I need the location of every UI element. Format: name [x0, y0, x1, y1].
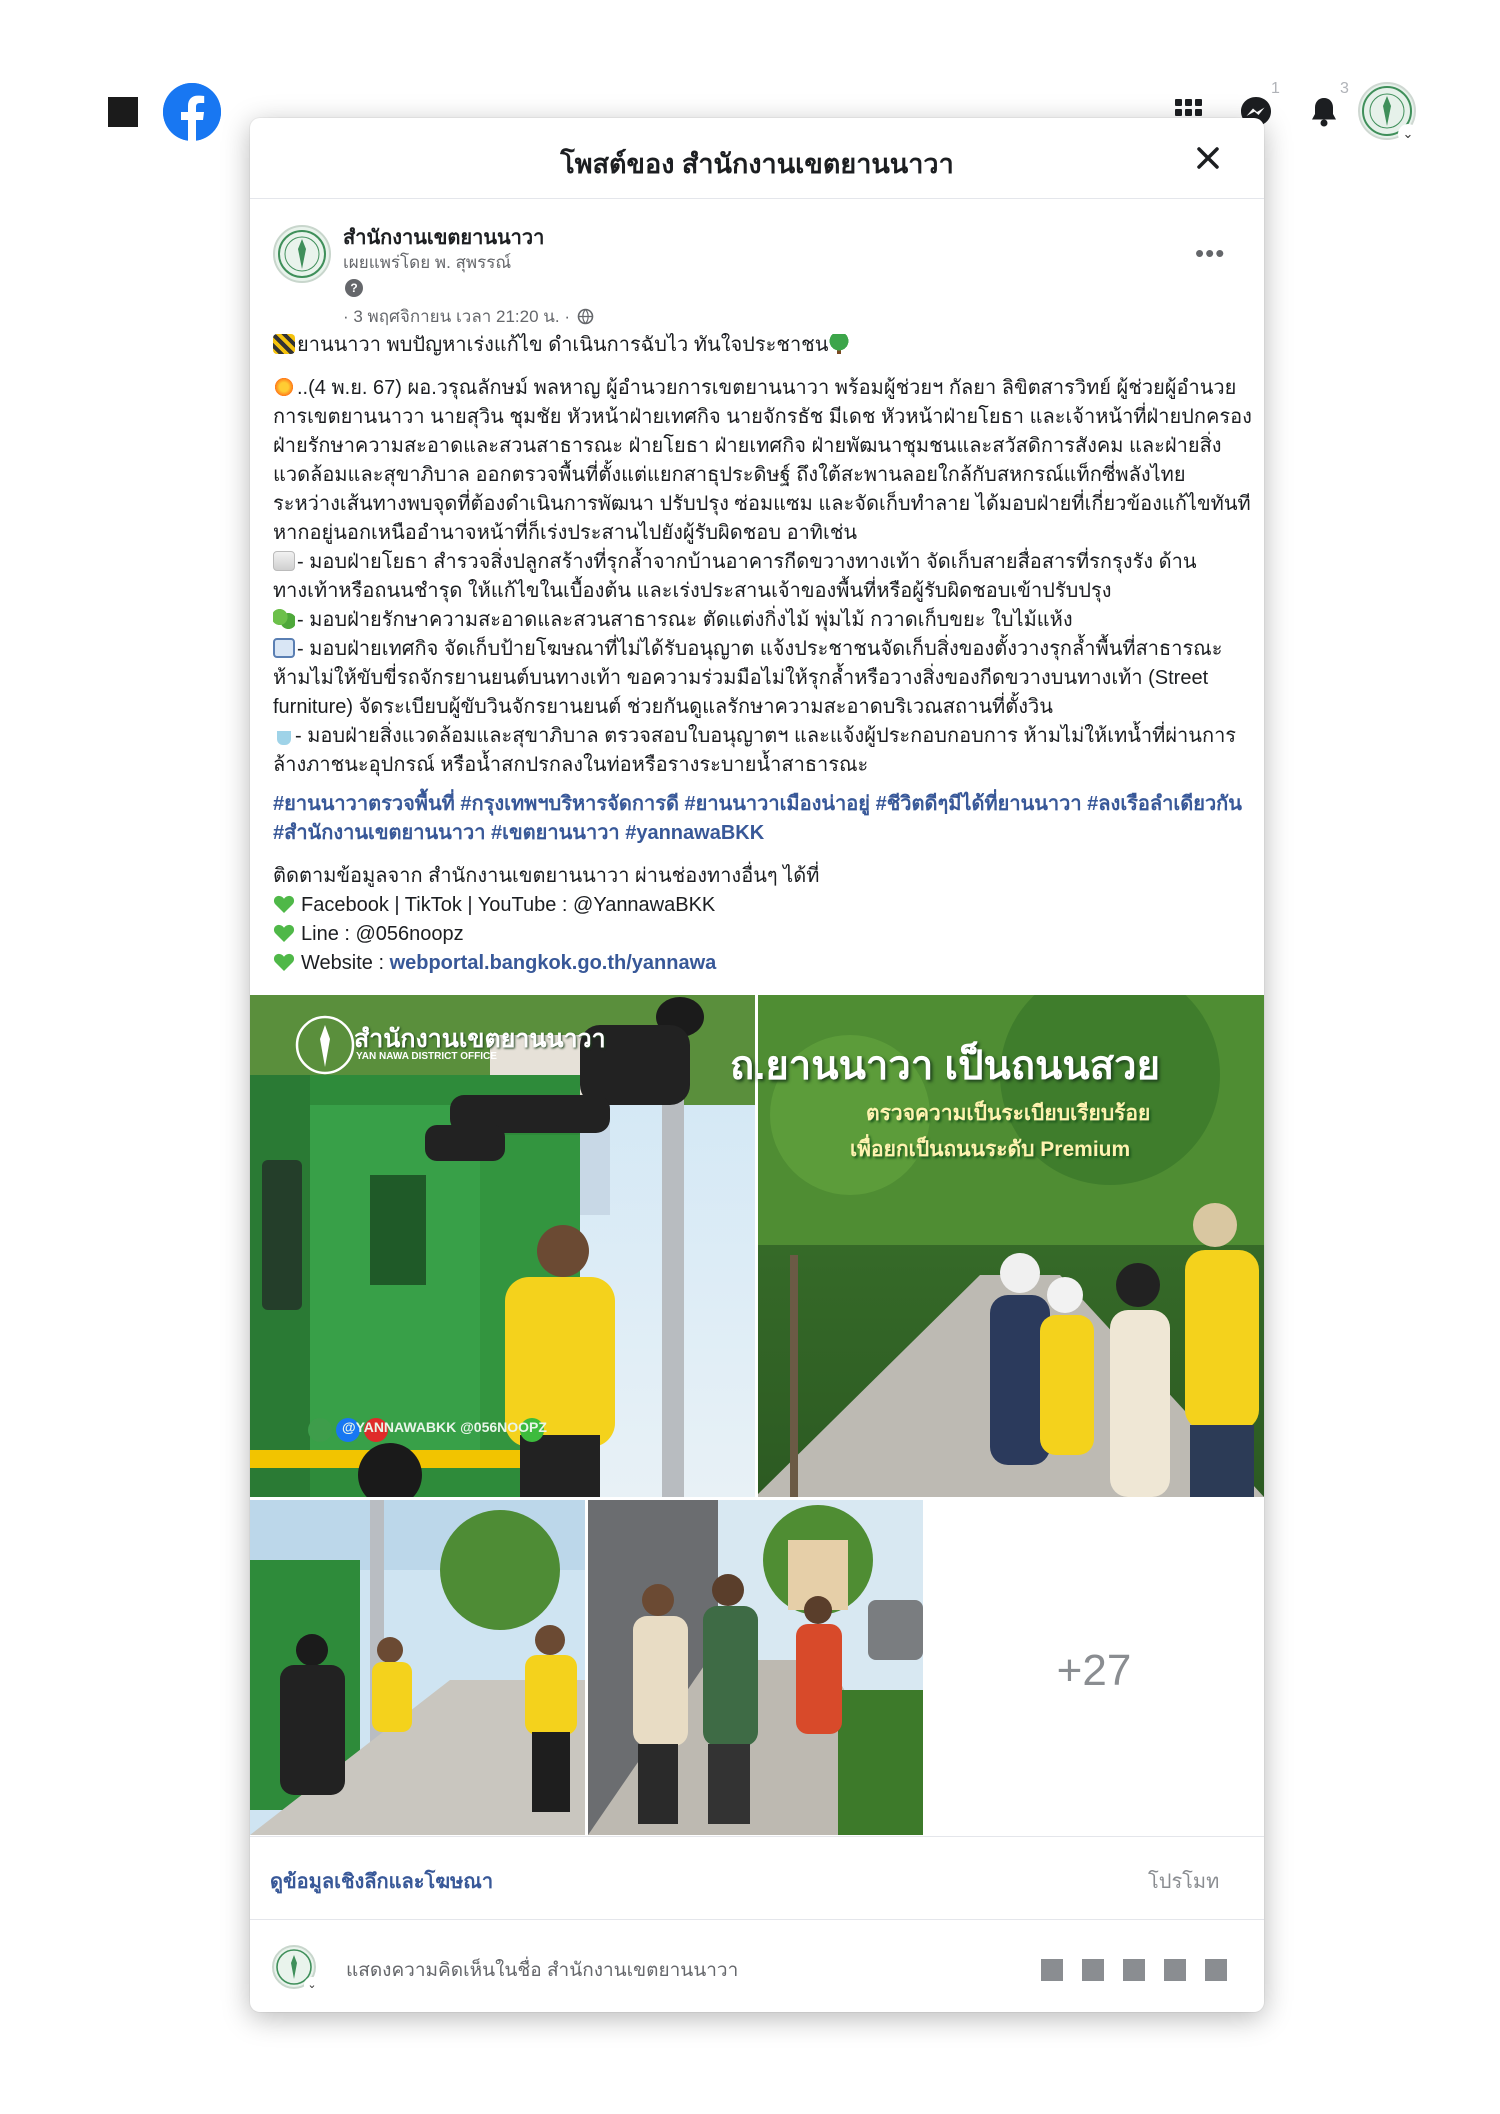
envelope-emoji-icon [273, 551, 295, 571]
post-dialog [250, 118, 1264, 2012]
comment-tool-icon[interactable] [1041, 1959, 1063, 1981]
green-heart-icon [273, 894, 295, 914]
post-paragraph: - มอบฝ่ายโยธา สำรวจสิ่งปลูกสร้างที่รุกล้ำจากบ้านอาคารกีดขวางทางเท้า จัดเก็บสายสื่อสารที่รกรุงรัง ด้านทางเท้าหรือถนนชำรุด ให้แก้ไขในเบื้องต้น และเร่งประสานเจ้าของพื้นที่หรือผู้รับผิดชอบเข้าปรับปรุง [273, 551, 1197, 602]
green-heart-icon [273, 952, 295, 972]
more-options-icon[interactable]: ••• [1195, 238, 1226, 268]
messenger-badge: 1 [1271, 80, 1280, 97]
menu-square-icon[interactable] [108, 97, 138, 127]
follow-intro: ติดตามข้อมูลจาก สำนักงานเขตยานนาวา ผ่านช่องทางอื่นๆ ได้ที่ [273, 865, 820, 887]
green-heart-icon [273, 923, 295, 943]
follow-line-line: Line : @056noopz [273, 920, 1253, 949]
photo-overlay-subtitle-1: ตรวจความเป็นระเบียบเรียบร้อย [866, 1102, 1151, 1125]
notification-bell-icon[interactable] [1304, 92, 1344, 132]
main-photo[interactable] [250, 995, 1264, 1497]
photo-brand-subtitle: YAN NAWA DISTRICT OFFICE [356, 1051, 497, 1062]
post-date-text[interactable]: · 3 พฤศจิกายน เวลา 21:20 น. · [343, 307, 570, 326]
sparkle-emoji-icon [273, 377, 295, 397]
post-date [343, 303, 594, 330]
dialog-header [250, 118, 1264, 199]
post-paragraph: - มอบฝ่ายสิ่งแวดล้อมและสุขาภิบาล ตรวจสอบใบอนุญาตฯ และแจ้งผู้ประกอบกอบการ ห้ามไม่ให้เทน้ำที่ผ่านการล้างภาชนะอุปกรณ์ หรือน้ำสกปรกลงในท่อหรือรางระบายน้ำสาธารณะ [273, 725, 1237, 776]
post-header [273, 221, 1243, 326]
help-icon[interactable]: ? [345, 279, 363, 297]
photo-grid [250, 995, 1264, 1835]
photo-overlay-title: ถ.ยานนาวา เป็นถนนสวย [730, 1044, 1161, 1088]
facebook-logo-icon[interactable] [163, 83, 221, 141]
post-headline [273, 331, 1253, 360]
photo-overlay-subtitle-2: เพื่อยกเป็นถนนระดับ Premium [850, 1138, 1131, 1161]
post-paragraph: - มอบฝ่ายรักษาความสะอาดและสวนสาธารณะ ตัดแต่งกิ่งไม้ พุ่มไม้ กวาดเก็บขยะ ใบไม้แห้ง [273, 606, 1253, 635]
headline-text: ยานนาวา พบปัญหาเร่งแก้ไข ดำเนินการฉับไว ทันใจประชาชน [297, 334, 829, 356]
post-paragraph: - มอบฝ่ายเทศกิจ จัดเก็บป้ายโฆษณาที่ไม่ได้รับอนุญาต แจ้งประชาชนจัดเก็บสิ่งของตั้งวางรุกล้ำพื้นที่สาธารณะ ห้ามไม่ให้ขับขี่รถจักรยานยนต์บนทางเท้า ขอความร่วมมือไม่ให้รุกล้ำหรือวางสิ่งของกีดขวางบนทางเท้า (Street furniture) จัดระเบียบผู้ขับวินจักรยานยนต์ ช่วยกันดูแลรักษาความสะอาดบริเวณสถานที่ตั้งวิน [273, 638, 1223, 718]
comment-tool-icon[interactable] [1205, 1959, 1227, 1981]
page-name[interactable]: สำนักงานเขตยานนาวา [343, 227, 545, 249]
dialog-title: โพสต์ของ สำนักงานเขตยานนาวา [560, 149, 954, 179]
website-link[interactable]: webportal.bangkok.go.th/yannawa [389, 952, 717, 974]
construction-emoji-icon [273, 334, 295, 354]
tree-emoji-icon [828, 334, 850, 354]
leaf-emoji-icon [273, 609, 295, 629]
picture-emoji-icon [273, 638, 295, 658]
more-photos-count[interactable]: +27 [926, 1511, 1262, 1831]
follow-website-line: Website : webportal.bangkok.go.th/yannawa [273, 949, 1253, 978]
photo-brand-title: สำนักงานเขตยานนาวา [354, 1025, 606, 1053]
comment-composer [250, 1919, 1264, 2012]
globe-icon [577, 308, 594, 325]
follow-social-line: Facebook | TikTok | YouTube : @YannawaBKK [273, 891, 1253, 920]
chevron-down-icon[interactable]: ⌄ [304, 1977, 320, 1993]
page-avatar[interactable] [273, 225, 331, 283]
close-icon[interactable] [1190, 140, 1226, 176]
promote-button[interactable]: โปรโมท [1148, 1871, 1220, 1893]
comment-tool-icon[interactable] [1082, 1959, 1104, 1981]
insights-link[interactable]: ดูข้อมูลเชิงลึกและโฆษณา [270, 1871, 494, 1893]
photo-thumbnail-1[interactable] [250, 1500, 585, 1835]
notification-badge: 3 [1340, 80, 1349, 97]
post-paragraph: ..(4 พ.ย. 67) ผอ.วรุณลักษม์ พลหาญ ผู้อำนวยการเขตยานนาวา พร้อมผู้ช่วยฯ กัลยา ลิขิตสารวิทย์ ผู้ช่วยผู้อำนวยการเขตยานนาวา นายสุวิน ชุมชัย หัวหน้าฝ่ายเทศกิจ นายจักรธัช มีเดช หัวหน้าฝ่ายโยธา และเจ้าหน้าที่ฝ่ายปกครอง ฝ่ายรักษาความสะอาดและสวนสาธารณะ ฝ่ายโยธา ฝ่ายเทศกิจ ฝ่ายพัฒนาชุมชนและสวัสดิการสังคม และฝ่ายสิ่งแวดล้อมและสุขาภิบาล ออกตรวจพื้นที่ตั้งแต่แยกสาธุประดิษฐ์ ถึงใต้สะพานลอยใกล้กับสหกรณ์แท็กซี่พลังไทย ระหว่างเส้นทางพบจุดที่ต้องดำเนินการพัฒนา ปรับปรุง ซ่อมแซม และจัดเก็บทำลาย ได้มอบฝ่ายที่เกี่ยวข้องแก้ไขทันที หากอยู่นอกเหนืออำนาจหน้าที่ก็เร่งประสานไปยังผู้รับผิดชอบ อาทิเช่น [273, 377, 1252, 544]
photo-thumbnail-2[interactable] [588, 1500, 923, 1835]
photo-social-handle: @YANNAWABKK @056NOOPZ [342, 1419, 547, 1435]
soap-bottle-emoji-icon [277, 725, 291, 745]
published-by: เผยแพร่โดย พ. สุพรรณ์ [343, 253, 512, 272]
post-text [273, 331, 1253, 978]
comment-input[interactable]: แสดงความคิดเห็นในชื่อ สำนักงานเขตยานนาวา [346, 1960, 739, 1981]
comment-tool-icon[interactable] [1123, 1959, 1145, 1981]
comment-tool-icon[interactable] [1164, 1959, 1186, 1981]
chevron-down-icon[interactable]: ⌄ [1398, 124, 1418, 144]
insights-bar [250, 1836, 1264, 1920]
post-hashtags[interactable]: #ยานนาวาตรวจพื้นที่ #กรุงเทพฯบริหารจัดการดี #ยานนาวาเมืองน่าอยู่ #ชีวิตดีๆมีได้ที่ยานนาวา #ลงเรือลำเดียวกัน #สำนักงานเขตยานนาวา #เขตยานนาวา #yannawaBKK [273, 793, 1242, 844]
